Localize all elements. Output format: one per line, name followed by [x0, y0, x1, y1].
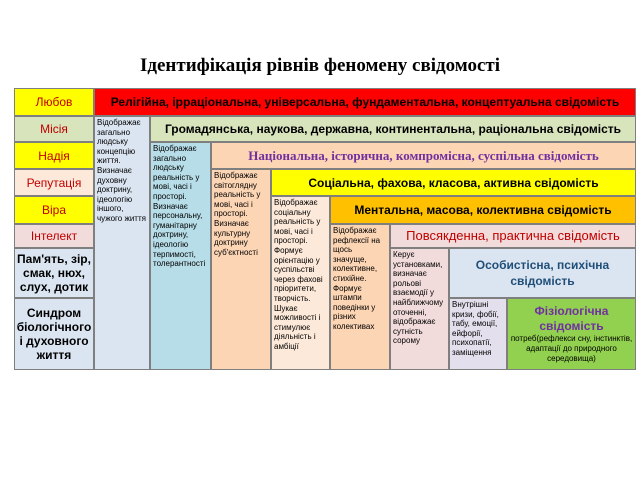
row-label-syndrome: Синдром біологічного і духовного життя — [14, 298, 94, 370]
description-love: Відображає загально людську концепцію життя. Визначає духовну доктрину, ідеологію іншого, чужого життя — [94, 116, 150, 370]
row-label-hope: Надія — [14, 142, 94, 169]
level-header-civic: Громадянська, наукова, державна, континентальна, раціональна свідомість — [150, 116, 636, 142]
description-hope: Відображає світоглядну реальність у мові, часі і просторі. Визначає культурну доктрину суб'єктності — [211, 169, 271, 370]
level-header-mental: Ментальна, масова, колективна свідомість — [330, 196, 636, 224]
level-header-religious: Релігійна, ірраціональна, універсальна, фундаментальна, концептуальна свідомість — [94, 88, 636, 116]
description-reputation: Відображає соціальну реальність у мові, часі і просторі. Формує орієнтацію у суспільстві через фахові пріоритети, творчість. Шукає можливості і стимулює діяльність і амбіції — [271, 196, 330, 370]
level-header-national: Національна, історична, компромісна, суспільна свідомість — [211, 142, 636, 169]
row-label-reputation: Репутація — [14, 169, 94, 196]
description-intellect: Керує установками, визначає рольові взаємодії у найближчому оточенні, відображає сутність сорому — [390, 248, 449, 370]
level-header-physiological-title: Фізіологічна свідомість — [534, 304, 609, 333]
level-header-everyday: Повсякденна, практична свідомість — [390, 224, 636, 248]
row-label-intellect: Інтелект — [14, 224, 94, 248]
page-title: Ідентифікація рівнів феномену свідомості — [139, 55, 501, 76]
level-header-physiological — [507, 298, 636, 370]
row-label-love: Любов — [14, 88, 94, 116]
row-label-mission: Місія — [14, 116, 94, 142]
description-senses: Внутрішні кризи, фобії, табу, емоції, ейфорії, психопатії, заміщення — [449, 298, 507, 370]
level-header-physiological-subtitle: потреб(рефлекси сну, інстинктів, адаптації до природного середовища) — [510, 334, 633, 363]
row-label-senses: Пам'ять, зір, смак, нюх, слух, дотик — [14, 248, 94, 298]
level-header-personal: Особистісна, психічна свідомість — [449, 248, 636, 298]
row-label-faith: Віра — [14, 196, 94, 224]
description-mission: Відображає загально людську реальність у мові, часі і просторі. Визначає персональну, гуманітарну доктрину, ідеологію терпимості, толерантності — [150, 142, 211, 370]
description-faith: Відображає рефлексії на щось значуще, колективне, стихійне. Формує штампи поведінки у різних колективах — [330, 224, 390, 370]
level-header-social: Соціальна, фахова, класова, активна свідомість — [271, 169, 636, 196]
